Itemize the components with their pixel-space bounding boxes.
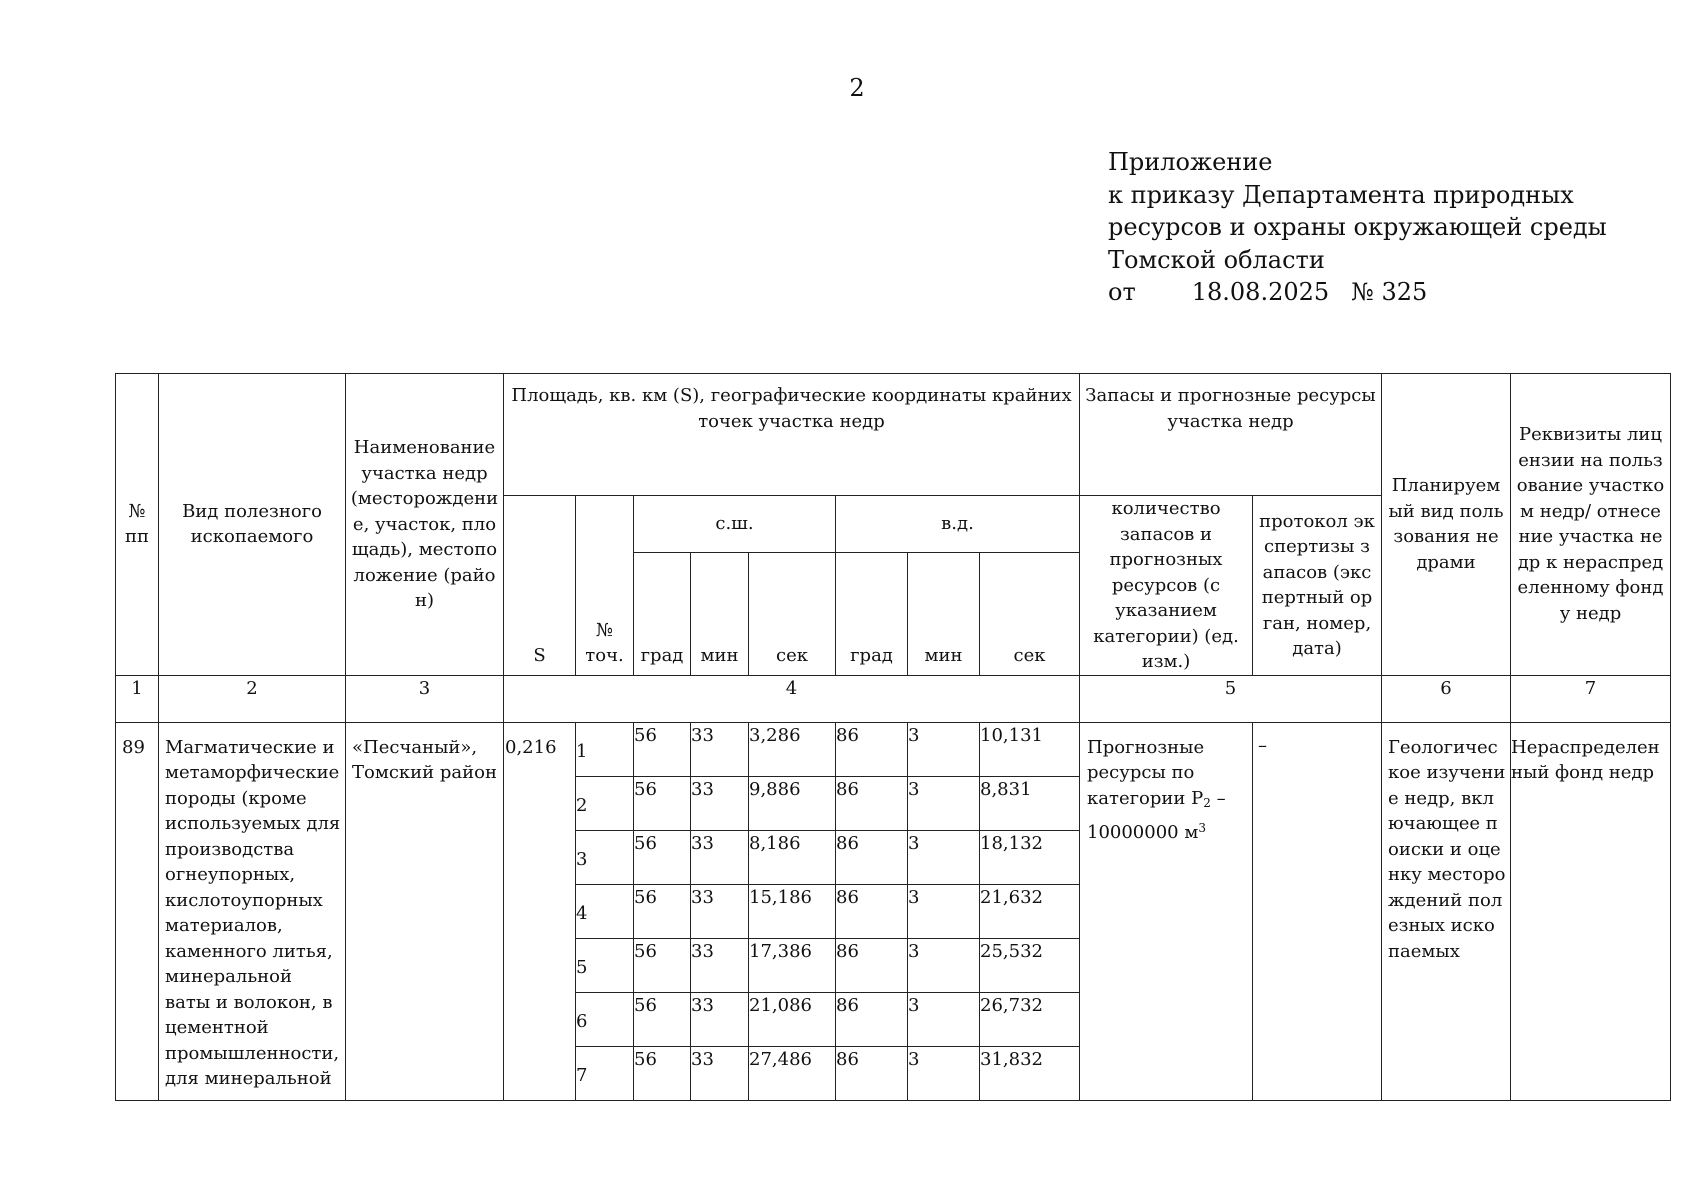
lat-deg: 56 [634, 938, 691, 992]
column-number: 7 [1511, 675, 1671, 722]
header-lat-min: мин [691, 552, 749, 675]
appendix-line: Томской области [1108, 245, 1325, 274]
table-row [116, 722, 1671, 776]
lon-sec: 8,831 [980, 776, 1080, 830]
lon-min: 3 [908, 830, 980, 884]
license-details: Нераспределенный фонд недр [1511, 722, 1671, 1100]
lat-deg: 56 [634, 992, 691, 1046]
lon-deg: 86 [836, 830, 908, 884]
lon-min: 3 [908, 992, 980, 1046]
header-lon-sec: сек [980, 552, 1080, 675]
lat-sec: 8,186 [749, 830, 836, 884]
lon-min: 3 [908, 776, 980, 830]
expertise-protocol: – [1253, 722, 1382, 1100]
row-num: 89 [116, 722, 159, 1100]
lat-min: 33 [691, 722, 749, 776]
header-point: № точ. [576, 496, 634, 676]
header-s: S [504, 496, 576, 676]
column-number: 5 [1080, 675, 1382, 722]
header-area-coordinates: Площадь, кв. км (S), географические координаты крайних точек участка недр [504, 374, 1080, 496]
lon-deg: 86 [836, 938, 908, 992]
subsoil-register-table [115, 373, 1671, 1101]
lat-sec: 3,286 [749, 722, 836, 776]
appendix-date-line [1108, 276, 1607, 309]
site-name: «Песчаный», Томский район [346, 722, 504, 1100]
header-latitude: с.ш. [634, 496, 836, 553]
lat-sec: 17,386 [749, 938, 836, 992]
lat-deg: 56 [634, 884, 691, 938]
header-lon-min: мин [908, 552, 980, 675]
lon-sec: 21,632 [980, 884, 1080, 938]
lat-min: 33 [691, 992, 749, 1046]
lat-sec: 9,886 [749, 776, 836, 830]
column-number: 6 [1382, 675, 1511, 722]
appendix-line: к приказу Департамента природных [1108, 180, 1574, 209]
header-lat-deg: град [634, 552, 691, 675]
area-value: 0,216 [504, 722, 576, 1100]
lat-min: 33 [691, 830, 749, 884]
lon-deg: 86 [836, 992, 908, 1046]
lat-sec: 15,186 [749, 884, 836, 938]
lat-deg: 56 [634, 776, 691, 830]
header-license: Реквизиты лицензии на пользование участком недр/ отнесение участка недр к нераспределенному фонду недр [1511, 374, 1671, 676]
lon-deg: 86 [836, 776, 908, 830]
header-num: № пп [116, 374, 159, 676]
header-protocol: протокол экспертизы запасов (экспертный орган, номер, дата) [1253, 496, 1382, 676]
lon-sec: 25,532 [980, 938, 1080, 992]
header-mineral: Вид полезного ископаемого [159, 374, 346, 676]
point-number: 1 [576, 722, 634, 776]
lat-min: 33 [691, 884, 749, 938]
column-number: 3 [346, 675, 504, 722]
reserves-quantity: Прогнозные ресурсы по категории $Р_2 - 10000000$ $м^3$ [1080, 722, 1253, 1100]
column-number: 2 [159, 675, 346, 722]
header-lon-deg: град [836, 552, 908, 675]
lon-deg: 86 [836, 884, 908, 938]
lon-sec: 10,131 [980, 722, 1080, 776]
order-number: № 325 [1351, 278, 1428, 306]
column-numbers-row [116, 675, 1671, 722]
lat-deg: 56 [634, 1046, 691, 1100]
appendix-line: ресурсов и охраны окружающей среды [1108, 213, 1607, 241]
lat-deg: 56 [634, 830, 691, 884]
lon-sec: 26,732 [980, 992, 1080, 1046]
lon-min: 3 [908, 1046, 980, 1100]
date-prefix: от [1108, 278, 1136, 306]
lat-deg: 56 [634, 722, 691, 776]
column-number: 1 [116, 675, 159, 722]
lat-min: 33 [691, 776, 749, 830]
header-quantity: количество запасов и прогнозных ресурсов (с указанием категории) (ед. изм.) [1080, 496, 1253, 676]
point-number: 3 [576, 830, 634, 884]
lon-sec: 31,832 [980, 1046, 1080, 1100]
lon-sec: 18,132 [980, 830, 1080, 884]
column-number: 4 [504, 675, 1080, 722]
order-date: 18.08.2025 [1191, 278, 1330, 306]
planned-use: Геологическое изучение недр, включающее поиски и оценку месторождений полезных ископаемых [1382, 722, 1511, 1100]
lon-deg: 86 [836, 722, 908, 776]
point-number: 7 [576, 1046, 634, 1100]
page-number: 2 [849, 74, 865, 102]
mineral-type: Магматические и метаморфические породы (кроме используемых для производства огнеупорных, кислотоупорных материалов, каменного литья, минеральной ваты и волокон, в цементной промышленности, для минеральной [159, 722, 346, 1100]
appendix-title: Приложение [1108, 148, 1273, 176]
lon-min: 3 [908, 722, 980, 776]
header-longitude: в.д. [836, 496, 1080, 553]
lat-min: 33 [691, 1046, 749, 1100]
point-number: 2 [576, 776, 634, 830]
point-number: 6 [576, 992, 634, 1046]
lon-min: 3 [908, 884, 980, 938]
lat-sec: 27,486 [749, 1046, 836, 1100]
header-planned-use: Планируемый вид пользования недрами [1382, 374, 1511, 676]
lon-min: 3 [908, 938, 980, 992]
header-site-name: Наименование участка недр (месторождение, участок, площадь), местоположение (район) [346, 374, 504, 676]
lat-min: 33 [691, 938, 749, 992]
header-lat-sec: сек [749, 552, 836, 675]
point-number: 4 [576, 884, 634, 938]
header-reserves: Запасы и прогнозные ресурсы участка недр [1080, 374, 1382, 496]
lat-sec: 21,086 [749, 992, 836, 1046]
appendix-header [1108, 146, 1607, 309]
point-number: 5 [576, 938, 634, 992]
lon-deg: 86 [836, 1046, 908, 1100]
